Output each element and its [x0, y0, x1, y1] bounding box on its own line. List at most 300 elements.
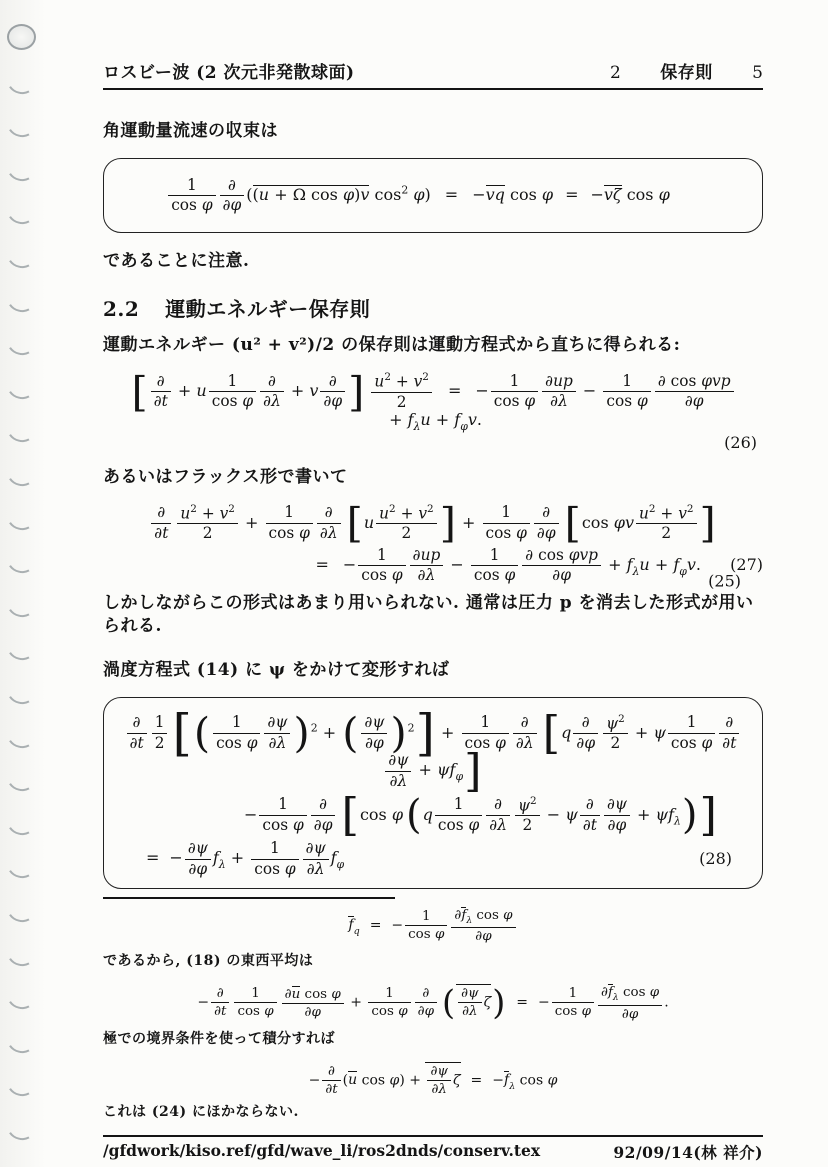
math-var: f [348, 917, 354, 934]
numerator [282, 986, 344, 1004]
superscript: 2 [407, 721, 415, 735]
math-text: ∂ [454, 907, 462, 923]
binder-hole [7, 24, 36, 50]
math-text: ∂ [324, 503, 333, 522]
denominator [573, 734, 598, 752]
bracket: ] [348, 366, 365, 416]
denominator [376, 524, 437, 542]
fraction [376, 504, 437, 543]
numerator [552, 986, 594, 1003]
equation-26 [103, 366, 763, 433]
denominator [603, 392, 650, 410]
math-var: φ [242, 392, 254, 411]
math-text: + [404, 1072, 426, 1089]
numerator [719, 714, 739, 733]
math-text: ∂ [129, 733, 138, 752]
fraction [486, 796, 510, 833]
math-var: ψ [606, 714, 619, 733]
math-text: ∂ [462, 1004, 470, 1020]
bracket: [ [131, 366, 148, 416]
fraction [483, 504, 530, 541]
math-var: λ [425, 565, 436, 584]
math-text: ∂ [494, 795, 503, 814]
bracket: ( [193, 708, 211, 758]
math-text: 1 [509, 372, 520, 390]
math-text: 1 [154, 713, 165, 732]
bracket: [ [341, 788, 359, 842]
math-text: ∂ [412, 545, 421, 564]
footnote-pole-text: 極での境界条件を使って積分すれば [103, 1030, 335, 1047]
fraction [358, 547, 405, 584]
numerator [251, 840, 298, 859]
math-text: cos [408, 926, 435, 942]
footnote-because-text: であるから, (18) の東西平均は [103, 953, 314, 970]
fraction [435, 796, 482, 833]
fraction [264, 714, 290, 751]
math-text: cos [472, 907, 504, 923]
math-var: φ [504, 565, 516, 584]
bracket: [ [542, 706, 561, 760]
fraction [322, 1064, 340, 1097]
math-text: ∂ [364, 713, 373, 732]
fraction [451, 907, 515, 944]
math-text: 1 [622, 372, 632, 390]
header-section-title: 保存則 [660, 63, 713, 83]
math-var: u [420, 410, 431, 430]
math-text: cos [485, 523, 517, 542]
note-text: であることに注意. [103, 251, 250, 272]
equation-27-line2 [103, 547, 763, 584]
math-text: + [225, 848, 250, 868]
math-var: φ [398, 1004, 408, 1020]
equation-28-line2 [120, 788, 746, 842]
math-var: v [219, 504, 229, 523]
math-var: t [590, 815, 597, 834]
math-text: ∂ [422, 986, 430, 1002]
math-var: up [553, 372, 573, 390]
math-var: f [454, 410, 461, 430]
math-var: v [418, 504, 428, 523]
bracket: ) [492, 982, 506, 1022]
math-text: ∂ [621, 1006, 629, 1022]
math-text: + [196, 504, 220, 523]
numerator [211, 986, 229, 1003]
denominator [209, 392, 256, 410]
math-text: 1 [278, 795, 288, 814]
math-text: ∂ [520, 713, 529, 732]
math-var: φ [292, 815, 304, 834]
math-text: + [456, 512, 481, 532]
subscript: λ [632, 564, 640, 578]
math-var: f [626, 554, 633, 574]
math-var: φ [311, 1004, 321, 1020]
denominator [303, 860, 329, 878]
overline [348, 1071, 357, 1088]
bracket: ( [406, 792, 422, 839]
denominator [152, 734, 168, 752]
math-var: λ [523, 733, 534, 752]
math-var: u [180, 504, 191, 523]
denominator [486, 816, 510, 834]
math-var: t [162, 523, 169, 542]
footnote-block [103, 897, 763, 1121]
math-text: cos [371, 1004, 399, 1020]
math-var: φ [524, 392, 536, 411]
denominator [361, 734, 387, 752]
math-var: ψ [437, 1063, 448, 1079]
math-var: f [212, 848, 219, 868]
math-text: ∂ cos [525, 545, 569, 564]
math-var: λ [397, 771, 408, 790]
math-var: φ [321, 815, 333, 834]
fraction [303, 840, 329, 877]
math-text: 1 [270, 839, 280, 858]
math-var: ψ [195, 839, 208, 858]
math-text: cos [504, 185, 542, 205]
denominator [213, 734, 260, 752]
math-var: φ [541, 185, 554, 205]
numerator [376, 504, 437, 524]
numerator [259, 796, 306, 815]
math-var: t [161, 392, 168, 411]
numerator [127, 714, 147, 733]
math-text: − [445, 554, 469, 574]
denominator [458, 1003, 482, 1019]
denominator [405, 926, 447, 942]
math-text: ∂ [323, 392, 332, 411]
math-text: ∂ [606, 795, 615, 814]
subscript: λ [466, 915, 473, 926]
math-text: + [435, 722, 460, 742]
math-text: ∂ [305, 839, 314, 858]
math-var: q [561, 722, 572, 742]
header-page-number: 5 [752, 63, 763, 83]
denominator [151, 524, 171, 542]
math-text: . [476, 410, 482, 430]
math-text: − [492, 1072, 505, 1089]
math-text: ∂ [319, 523, 328, 542]
numerator [458, 986, 482, 1003]
flux-text: あるいはフラックス形で書いて [103, 466, 348, 487]
subscript: λ [612, 993, 619, 1004]
math-text: ∂ [389, 771, 398, 790]
math-text: ∂ [725, 713, 734, 732]
footnote-equation-b [103, 984, 763, 1021]
superscript: 2 [648, 502, 656, 515]
math-text: cos [171, 196, 202, 215]
math-text: ) [399, 1072, 405, 1089]
math-text: cos [268, 523, 300, 542]
numerator [435, 796, 482, 815]
denominator [127, 734, 147, 752]
math-var: λ [497, 815, 507, 834]
math-text: ∂ [187, 839, 196, 858]
math-text: cos [606, 392, 638, 411]
denominator [655, 392, 734, 410]
math-text: ∂ [430, 1063, 438, 1079]
denominator [534, 524, 559, 542]
denominator [451, 928, 515, 944]
denominator [266, 524, 313, 542]
fraction [282, 986, 344, 1020]
numerator [451, 907, 515, 928]
math-var: φ [503, 907, 513, 923]
numerator [405, 909, 447, 926]
math-var: φ [495, 733, 506, 752]
denominator [668, 734, 715, 752]
math-var: u [638, 504, 649, 523]
numerator [410, 547, 444, 566]
numerator [322, 1064, 340, 1081]
math-text: cos [493, 392, 525, 411]
numerator [266, 504, 313, 523]
superscript: 2 [686, 502, 694, 515]
equation-28-line3 [120, 840, 746, 877]
math-text: cos [361, 565, 392, 584]
math-text: cos [437, 815, 469, 834]
denominator [251, 860, 298, 878]
subscript: q [353, 925, 360, 937]
math-text: = [146, 848, 160, 868]
math-text: 1 [251, 986, 260, 1002]
math-var: φ [389, 1072, 400, 1089]
math-text: + [285, 381, 310, 401]
math-var: φ [482, 929, 492, 945]
math-text: = [470, 1072, 483, 1089]
denominator [719, 734, 739, 752]
denominator [515, 816, 540, 834]
math-var: vq [485, 185, 505, 205]
numerator [668, 714, 715, 733]
math-var: t [137, 733, 144, 752]
math-text: cos [254, 859, 285, 878]
math-text: + [172, 381, 197, 401]
denominator [371, 393, 432, 411]
math-var: vζ [603, 185, 622, 205]
math-text: ∂ [267, 713, 276, 732]
denominator [151, 392, 171, 410]
fraction [220, 177, 245, 214]
numerator [604, 796, 630, 815]
math-var: u [291, 986, 301, 1002]
math-var: φ [391, 565, 403, 584]
however-text-1: しかしながらこの形式はあまり用いられない. 通常は圧力 p を消去した形式が用いられる. [103, 592, 754, 636]
footnote-equation-c [103, 1062, 763, 1097]
denominator [522, 566, 601, 584]
numerator [311, 796, 336, 815]
math-text: + [395, 504, 419, 523]
math-var: φ [230, 196, 242, 215]
math-var: λ [558, 392, 568, 411]
math-var: v [686, 554, 696, 574]
fraction [151, 373, 171, 410]
fraction [127, 714, 147, 751]
numerator [603, 373, 650, 392]
math-text: ∂ [545, 372, 554, 390]
fraction [211, 986, 229, 1019]
math-text: ∂ [461, 986, 469, 1002]
numerator [636, 504, 697, 524]
math-var: ψ [275, 713, 288, 732]
math-var: φ [658, 185, 670, 205]
numerator [486, 796, 510, 815]
fraction [580, 796, 600, 833]
math-text: − [541, 804, 566, 824]
numerator [152, 714, 168, 733]
math-var: ψ [565, 804, 578, 824]
math-text: + [649, 554, 674, 574]
math-var: f [504, 1072, 510, 1089]
equation-27-label: (27) [730, 555, 763, 575]
math-text: ∂ [214, 1004, 222, 1020]
math-text: − [472, 185, 486, 205]
numerator [303, 840, 329, 859]
math-text: + [655, 504, 679, 523]
math-text: + [629, 722, 654, 742]
denominator [177, 524, 238, 542]
math-text: + [603, 554, 627, 574]
math-text: + [239, 512, 264, 532]
math-var: φ [628, 1006, 639, 1022]
math-text: cos [473, 565, 505, 584]
math-var: ψ [468, 986, 479, 1002]
denominator [471, 566, 518, 584]
fraction [266, 504, 313, 541]
math-text: − [391, 917, 404, 934]
fraction [385, 752, 411, 789]
math-text: ∂ [328, 372, 337, 390]
numerator [603, 714, 628, 734]
overline [425, 1062, 460, 1097]
fraction [471, 547, 518, 584]
denominator [410, 566, 444, 584]
math-var: φ [692, 392, 704, 411]
math-text: 1 [489, 545, 500, 564]
fraction [427, 1064, 451, 1097]
math-var: φ [615, 815, 627, 834]
numerator [320, 373, 345, 392]
math-var: u [379, 504, 390, 523]
math-var: t [221, 1004, 227, 1020]
overline [486, 185, 505, 204]
math-text: cos [670, 733, 702, 752]
math-var: λ [469, 1004, 478, 1020]
math-text: . [695, 554, 701, 574]
fraction [636, 504, 697, 543]
denominator [598, 1006, 662, 1022]
math-text: ∂ [582, 815, 591, 834]
math-text: ∂ [156, 372, 165, 390]
header-title: ロスビー波 (2 次元非発散球面) [103, 63, 355, 83]
math-text: ∂ [153, 392, 162, 411]
math-text: ∂ [227, 176, 236, 194]
math-text: ∂ [222, 196, 231, 215]
math-text: = [516, 994, 529, 1011]
numerator [491, 373, 538, 392]
equation-28-label: (28) [699, 849, 732, 869]
fraction [260, 373, 284, 410]
denominator [322, 1081, 340, 1097]
fraction [603, 714, 628, 753]
math-text: ∂ [268, 372, 276, 390]
however-text-2: 渦度方程式 (14) に ψ をかけて変形すれば [103, 659, 450, 680]
math-text: ∂ [581, 713, 590, 732]
math-text: 1 [385, 986, 394, 1002]
math-var: φ [560, 565, 572, 584]
math-var: f [407, 410, 414, 430]
math-var: ζ [452, 1072, 461, 1089]
math-text: ∂ [552, 565, 561, 584]
math-var: φ [424, 1004, 434, 1020]
subscript: λ [509, 1080, 516, 1092]
subscript: φ [336, 858, 345, 872]
math-text: 1 [186, 176, 197, 194]
fraction [458, 986, 482, 1019]
math-var: φ [391, 804, 404, 824]
footnote-equation-a [103, 907, 763, 944]
math-text: cos [216, 733, 247, 752]
denominator [604, 816, 630, 834]
fraction [410, 547, 444, 584]
math-text: 1 [421, 908, 431, 924]
math-var: u [196, 381, 207, 401]
fraction [311, 796, 336, 833]
math-text: 2 [202, 524, 213, 543]
fraction [491, 373, 538, 410]
math-var: f [461, 907, 467, 923]
section-heading [103, 293, 763, 322]
superscript: 2 [310, 721, 318, 735]
math-var: φ [284, 859, 296, 878]
denominator [483, 524, 530, 542]
math-text: cos [357, 1072, 390, 1089]
math-text: ∂ [515, 733, 524, 752]
denominator [542, 392, 576, 410]
math-var: φ [331, 986, 341, 1002]
fraction [515, 796, 540, 835]
intro-text: 角運動量流速の収束は [103, 121, 278, 141]
footer-date-author: 92/09/14(林 祥介) [613, 1142, 763, 1162]
denominator [264, 734, 290, 752]
bracket: [ [172, 704, 192, 763]
math-text: ∂ [325, 1081, 333, 1097]
subscript: φ [679, 564, 687, 578]
math-text: cos [211, 392, 243, 411]
subscript: λ [218, 858, 226, 872]
math-text: = [369, 917, 382, 934]
math-var: λ [327, 523, 338, 542]
numerator [220, 177, 245, 196]
math-var: φ [547, 1072, 558, 1089]
numerator [573, 714, 598, 733]
numerator [358, 547, 405, 566]
denominator [320, 392, 345, 410]
fraction [719, 714, 739, 751]
bracket: ) [293, 708, 310, 758]
math-var: u [374, 372, 385, 391]
math-text: = [565, 185, 579, 205]
subscript: φ [455, 770, 464, 784]
fraction [573, 714, 598, 751]
denominator [259, 816, 306, 834]
numerator [151, 504, 171, 523]
numerator [151, 373, 171, 392]
math-text: − [197, 994, 210, 1011]
math-text: ∂ [417, 1004, 425, 1020]
numerator [534, 504, 559, 523]
page-footer [103, 1141, 763, 1163]
numerator [515, 796, 540, 816]
